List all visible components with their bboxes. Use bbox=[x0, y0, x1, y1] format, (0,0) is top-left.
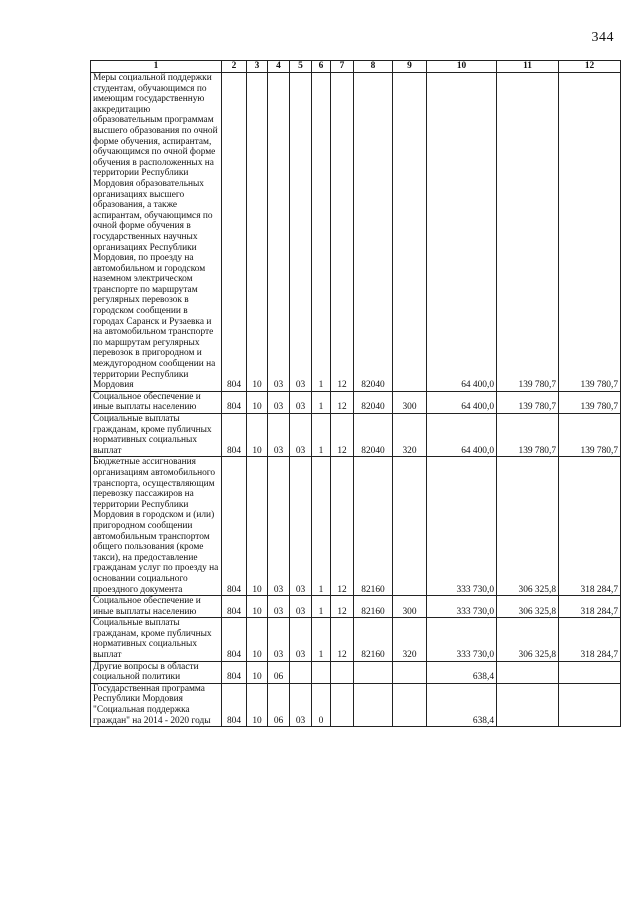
cell-expense-type bbox=[393, 73, 427, 392]
row-name: Социальное обеспечение и иные выплаты населению bbox=[91, 596, 222, 618]
table-row bbox=[91, 596, 621, 618]
cell-direction-code: 82160 bbox=[354, 596, 393, 618]
cell-subsection-code: 03 bbox=[268, 596, 290, 618]
cell-event-code: 12 bbox=[331, 457, 354, 596]
cell-amount-col11 bbox=[497, 661, 559, 683]
table-row bbox=[91, 414, 621, 457]
cell-amount-col11: 306 325,8 bbox=[497, 618, 559, 661]
cell-program-code: 03 bbox=[290, 457, 312, 596]
cell-expense-type: 320 bbox=[393, 414, 427, 457]
cell-direction-code: 82160 bbox=[354, 618, 393, 661]
cell-amount-col12: 318 284,7 bbox=[559, 618, 621, 661]
cell-direction-code: 82040 bbox=[354, 391, 393, 413]
cell-amount-col10: 64 400,0 bbox=[427, 73, 497, 392]
cell-subprogram-code: 1 bbox=[312, 618, 331, 661]
cell-section-code: 10 bbox=[247, 391, 268, 413]
cell-expense-type bbox=[393, 661, 427, 683]
column-header: 4 bbox=[268, 61, 290, 73]
cell-section-code: 10 bbox=[247, 457, 268, 596]
cell-subsection-code: 06 bbox=[268, 661, 290, 683]
row-name: Социальные выплаты гражданам, кроме публичных нормативных социальных выплат bbox=[91, 618, 222, 661]
table-header-row bbox=[91, 61, 621, 73]
cell-amount-col10: 333 730,0 bbox=[427, 618, 497, 661]
cell-expense-type: 300 bbox=[393, 391, 427, 413]
cell-amount-col10: 638,4 bbox=[427, 683, 497, 726]
cell-ministry-code: 804 bbox=[222, 596, 247, 618]
column-header: 9 bbox=[393, 61, 427, 73]
cell-amount-col12: 318 284,7 bbox=[559, 596, 621, 618]
cell-direction-code bbox=[354, 661, 393, 683]
cell-amount-col12: 139 780,7 bbox=[559, 391, 621, 413]
cell-direction-code bbox=[354, 683, 393, 726]
cell-event-code: 12 bbox=[331, 618, 354, 661]
table-row bbox=[91, 683, 621, 726]
cell-amount-col10: 638,4 bbox=[427, 661, 497, 683]
cell-program-code bbox=[290, 661, 312, 683]
cell-amount-col12 bbox=[559, 683, 621, 726]
cell-section-code: 10 bbox=[247, 618, 268, 661]
cell-subsection-code: 03 bbox=[268, 457, 290, 596]
table-row bbox=[91, 457, 621, 596]
column-header: 8 bbox=[354, 61, 393, 73]
cell-expense-type bbox=[393, 683, 427, 726]
cell-subsection-code: 03 bbox=[268, 618, 290, 661]
cell-subprogram-code: 1 bbox=[312, 73, 331, 392]
column-header: 10 bbox=[427, 61, 497, 73]
cell-amount-col10: 333 730,0 bbox=[427, 596, 497, 618]
cell-program-code: 03 bbox=[290, 414, 312, 457]
cell-amount-col11: 139 780,7 bbox=[497, 73, 559, 392]
cell-event-code: 12 bbox=[331, 391, 354, 413]
cell-event-code bbox=[331, 661, 354, 683]
budget-table bbox=[90, 60, 621, 727]
cell-amount-col10: 333 730,0 bbox=[427, 457, 497, 596]
column-header: 5 bbox=[290, 61, 312, 73]
cell-amount-col11 bbox=[497, 683, 559, 726]
cell-direction-code: 82160 bbox=[354, 457, 393, 596]
cell-amount-col12: 318 284,7 bbox=[559, 457, 621, 596]
cell-ministry-code: 804 bbox=[222, 661, 247, 683]
cell-subprogram-code: 1 bbox=[312, 596, 331, 618]
cell-ministry-code: 804 bbox=[222, 73, 247, 392]
row-name: Меры социальной поддержки студентам, обучающимся по имеющим государственную аккредитацию образовательным программам высшего образования по очной форме обучения, аспирантам, обучающимся по очной форме обучения в расположенных на территории Республики Мордовия образовательных организациях высшего образования, а также аспирантам, обучающимся по очной форме обучения в государственных научных организациях Республики Мордовия, по проезду на автомобильном и городском наземном электрическом транспорте по маршрутам регулярных перевозок в городском сообщении в городах Саранск и Рузаевка и на автомобильном транспорте по маршрутам регулярных перевозок в пригородном и междугородном сообщении на территории Республики Мордовия bbox=[91, 73, 222, 392]
cell-amount-col10: 64 400,0 bbox=[427, 414, 497, 457]
row-name: Социальные выплаты гражданам, кроме публичных нормативных социальных выплат bbox=[91, 414, 222, 457]
cell-program-code: 03 bbox=[290, 596, 312, 618]
cell-subprogram-code: 1 bbox=[312, 391, 331, 413]
cell-program-code: 03 bbox=[290, 683, 312, 726]
cell-event-code bbox=[331, 683, 354, 726]
cell-ministry-code: 804 bbox=[222, 391, 247, 413]
row-name: Социальное обеспечение и иные выплаты населению bbox=[91, 391, 222, 413]
cell-subprogram-code: 1 bbox=[312, 414, 331, 457]
cell-amount-col10: 64 400,0 bbox=[427, 391, 497, 413]
table-row bbox=[91, 391, 621, 413]
cell-expense-type: 320 bbox=[393, 618, 427, 661]
cell-amount-col11: 139 780,7 bbox=[497, 391, 559, 413]
cell-section-code: 10 bbox=[247, 661, 268, 683]
cell-section-code: 10 bbox=[247, 414, 268, 457]
column-header: 3 bbox=[247, 61, 268, 73]
cell-subprogram-code bbox=[312, 661, 331, 683]
cell-amount-col12: 139 780,7 bbox=[559, 414, 621, 457]
column-header: 6 bbox=[312, 61, 331, 73]
column-header: 11 bbox=[497, 61, 559, 73]
column-header: 1 bbox=[91, 61, 222, 73]
cell-expense-type: 300 bbox=[393, 596, 427, 618]
cell-amount-col11: 139 780,7 bbox=[497, 414, 559, 457]
cell-event-code: 12 bbox=[331, 73, 354, 392]
cell-ministry-code: 804 bbox=[222, 618, 247, 661]
cell-subsection-code: 03 bbox=[268, 73, 290, 392]
cell-event-code: 12 bbox=[331, 596, 354, 618]
cell-amount-col11: 306 325,8 bbox=[497, 596, 559, 618]
column-header: 7 bbox=[331, 61, 354, 73]
cell-amount-col12 bbox=[559, 661, 621, 683]
cell-ministry-code: 804 bbox=[222, 683, 247, 726]
cell-subprogram-code: 0 bbox=[312, 683, 331, 726]
page-number: 344 bbox=[591, 30, 614, 45]
column-header: 2 bbox=[222, 61, 247, 73]
cell-subsection-code: 03 bbox=[268, 414, 290, 457]
row-name: Бюджетные ассигнования организациям автомобильного транспорта, осуществляющим перевозку пассажиров на территории Республики Мордовия в городском и (или) пригородном сообщении автомобильным транспортом общего пользования (кроме такси), на предоставление гражданам услуг по проезду на основании социального проездного документа bbox=[91, 457, 222, 596]
cell-amount-col12: 139 780,7 bbox=[559, 73, 621, 392]
cell-direction-code: 82040 bbox=[354, 414, 393, 457]
cell-section-code: 10 bbox=[247, 596, 268, 618]
table-row bbox=[91, 661, 621, 683]
row-name: Государственная программа Республики Мордовия "Социальная поддержка граждан" на 2014 - 2020 годы bbox=[91, 683, 222, 726]
cell-ministry-code: 804 bbox=[222, 457, 247, 596]
cell-expense-type bbox=[393, 457, 427, 596]
column-header: 12 bbox=[559, 61, 621, 73]
cell-program-code: 03 bbox=[290, 618, 312, 661]
cell-ministry-code: 804 bbox=[222, 414, 247, 457]
cell-amount-col11: 306 325,8 bbox=[497, 457, 559, 596]
table-row bbox=[91, 73, 621, 392]
cell-section-code: 10 bbox=[247, 73, 268, 392]
table-row bbox=[91, 618, 621, 661]
cell-event-code: 12 bbox=[331, 414, 354, 457]
cell-program-code: 03 bbox=[290, 73, 312, 392]
cell-subprogram-code: 1 bbox=[312, 457, 331, 596]
cell-section-code: 10 bbox=[247, 683, 268, 726]
cell-program-code: 03 bbox=[290, 391, 312, 413]
cell-subsection-code: 06 bbox=[268, 683, 290, 726]
row-name: Другие вопросы в области социальной политики bbox=[91, 661, 222, 683]
cell-subsection-code: 03 bbox=[268, 391, 290, 413]
cell-direction-code: 82040 bbox=[354, 73, 393, 392]
